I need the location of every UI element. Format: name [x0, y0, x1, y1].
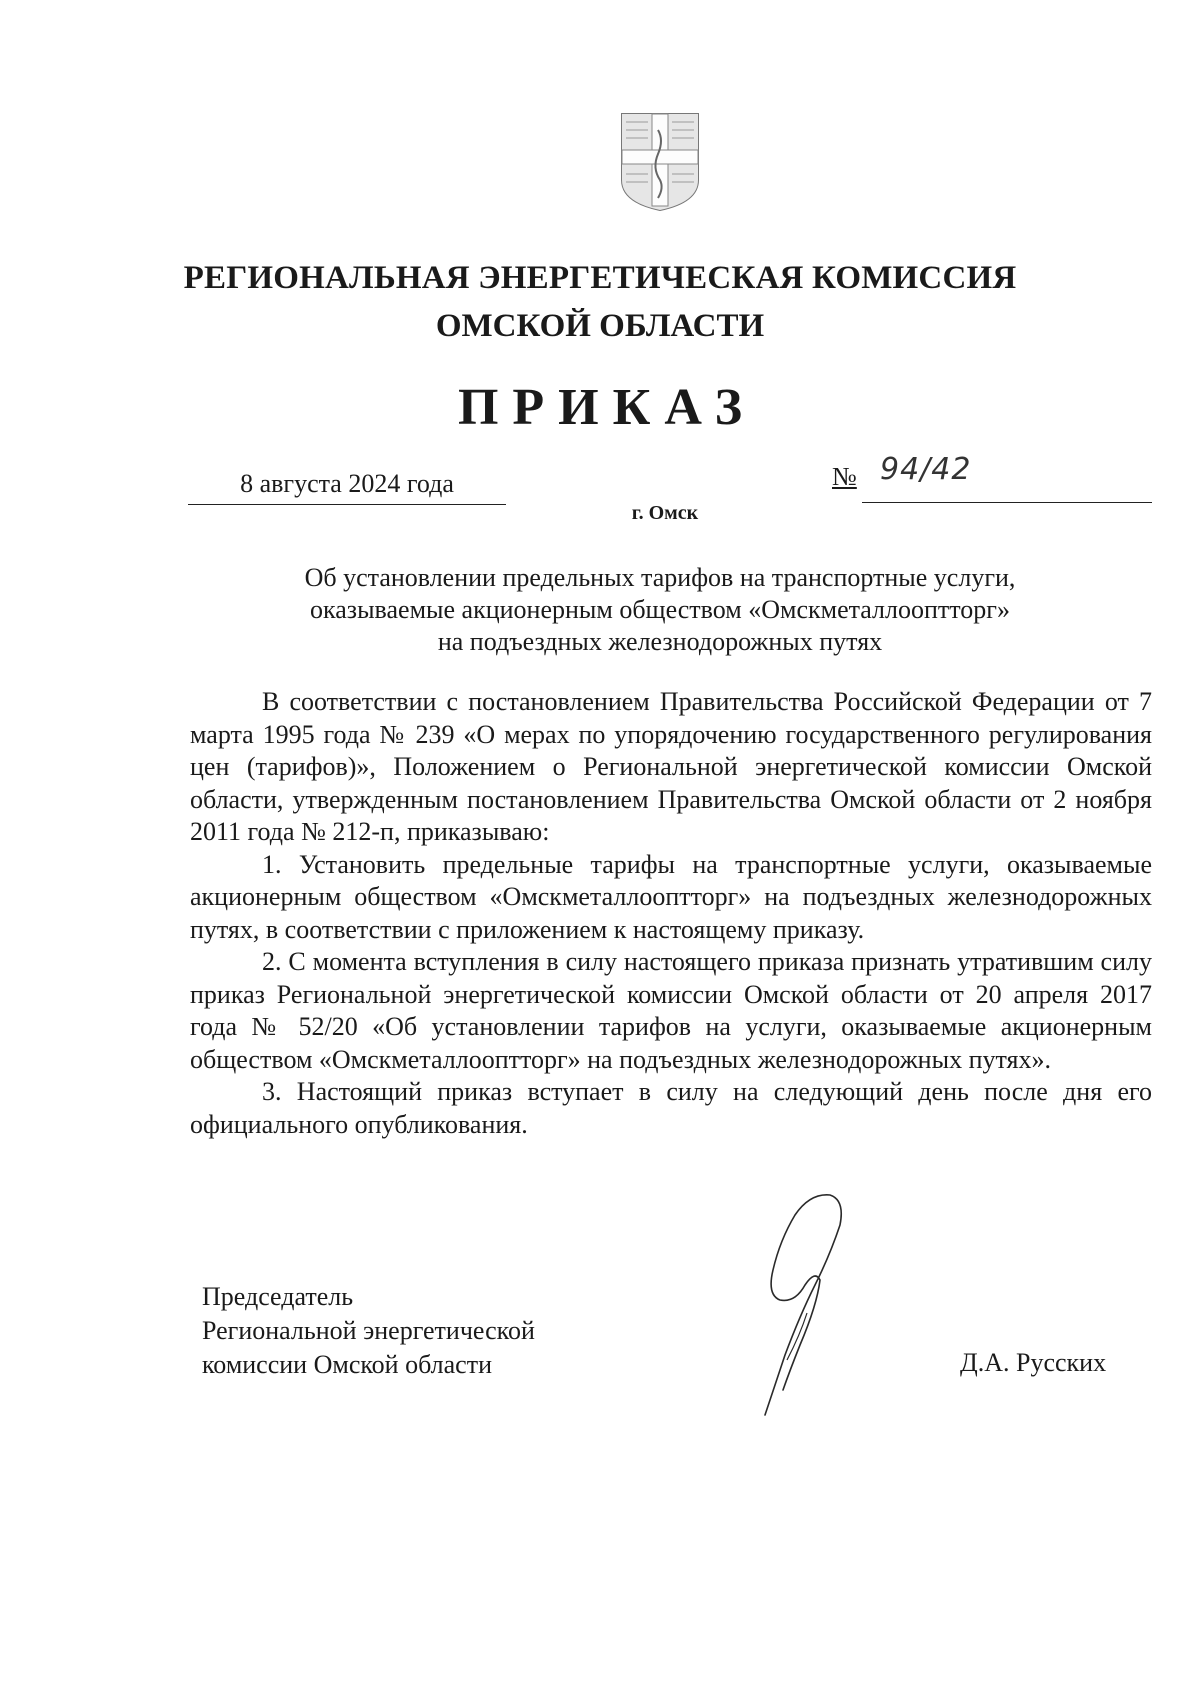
document-city: г. Омск: [631, 502, 699, 524]
signatory-position: [202, 1280, 535, 1382]
number-label: №: [832, 462, 857, 491]
subject-line: оказываемые акционерным обществом «Омскметаллооптторг»: [310, 595, 1010, 624]
organization-region: ОМСКОЙ ОБЛАСТИ: [435, 308, 765, 344]
document-number: 94/42: [880, 452, 972, 487]
subject-line: на подъездных железнодорожных путях: [437, 627, 883, 656]
signatory-name: Д.А. Русских: [960, 1348, 1107, 1377]
position-line: комиссии Омской области: [202, 1350, 492, 1379]
clause-1: 1. Установить предельные тарифы на транспортные услуги, оказываемые акционерным обществом «Омскметаллооптторг» на подъездных железнодорожных путях, в соответствии с приложением к настоящему приказу.: [190, 849, 1152, 944]
subject-line: Об установлении предельных тарифов на транспортные услуги,: [304, 563, 1016, 592]
document-type-title: ПРИКАЗ: [457, 379, 757, 436]
handwritten-signature-icon: [745, 1185, 885, 1425]
coat-of-arms-icon: [618, 110, 702, 214]
clause-3: 3. Настоящий приказ вступает в силу на следующий день после дня его официального опубликования.: [190, 1077, 1152, 1139]
document-body: [190, 686, 1152, 1141]
position-line: Региональной энергетической: [202, 1316, 535, 1345]
organization-name: РЕГИОНАЛЬНАЯ ЭНЕРГЕТИЧЕСКАЯ КОМИССИЯ: [183, 260, 1017, 296]
document-date: 8 августа 2024 года: [188, 468, 506, 505]
document-subject: [200, 562, 1120, 658]
preamble-paragraph: В соответствии с постановлением Правительства Российской Федерации от 7 марта 1995 года № 239 «О мерах по упорядочению государственного регулирования цен (тарифов)», Положением о Региональной энергетической комиссии Омской области, утвержденным постановлением Правительства Омской области от 2 ноября 2011 года № 212-п, приказываю:: [190, 687, 1152, 846]
clause-2: 2. С момента вступления в силу настоящего приказа признать утратившим силу приказ Региональной энергетической комиссии Омской области от 20 апреля 2017 года № 52/20 «Об установлении тарифов на услуги, оказываемые акционерным обществом «Омскметаллооптторг» на подъездных железнодорожных путях».: [190, 947, 1152, 1074]
position-line: Председатель: [202, 1282, 354, 1311]
